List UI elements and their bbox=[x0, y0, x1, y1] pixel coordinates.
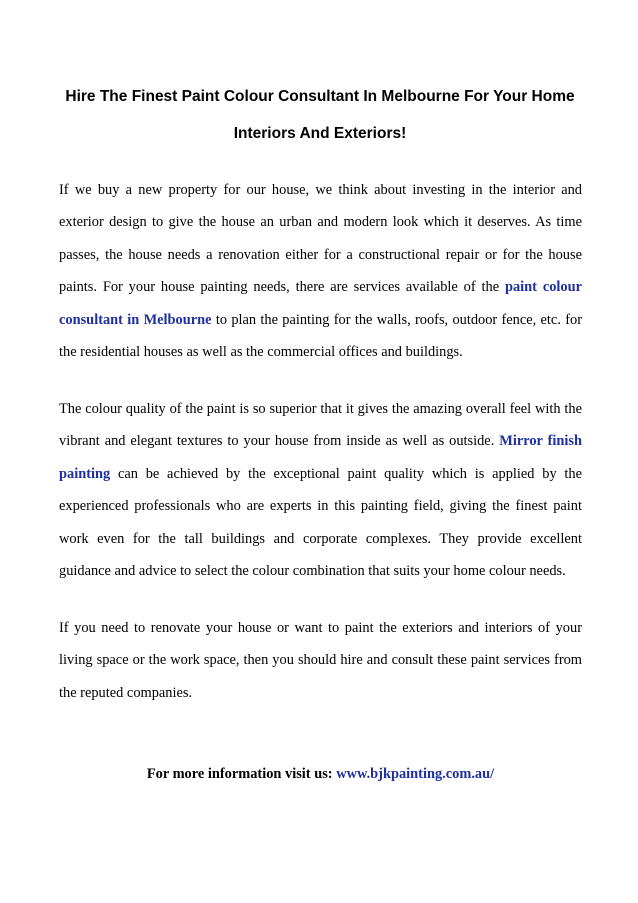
paragraph-intro-text-after: to plan the painting for the walls, roofs, outdoor fence, etc. for the residential houses as well as the commercial offices and buildings. bbox=[59, 311, 582, 361]
paragraph-quality bbox=[59, 393, 582, 587]
paragraph-intro bbox=[59, 174, 582, 368]
paragraph-intro-text-before: If we buy a new property for our house, we think about investing in the interior and exterior design to give the house an urban and modern look which it deserves. As time passes, the house needs a renovation either for a constructional repair or for the house paints. For your house painting needs, there are services available of the bbox=[59, 182, 582, 296]
website-link[interactable]: www.bjkpainting.com.au/ bbox=[336, 766, 495, 782]
footer-info bbox=[59, 762, 582, 786]
footer-label: For more information visit us: bbox=[146, 766, 337, 782]
mirror-finish-painting-link[interactable]: Mirror finish painting bbox=[59, 433, 582, 482]
paragraph-quality-text-after: can be achieved by the exceptional paint quality which is applied by the experienced professionals who are experts in this painting field, giving the finest paint work even for the tall buildings and corporate complexes. They provide excellent guidance and advice to select the colour combination that suits your home colour needs. bbox=[59, 465, 582, 580]
paint-colour-consultant-link[interactable]: paint colour consultant in Melbourne bbox=[59, 279, 582, 328]
paragraph-renovate: If you need to renovate your house or want to paint the exteriors and interiors of your living space or the work space, then you should hire and consult these paint services from the reputed companies. bbox=[59, 620, 582, 701]
document-title: Hire The Finest Paint Colour Consultant In Melbourne For Your Home Interiors And Exteriors! bbox=[65, 88, 575, 142]
paragraph-quality-text-before: The colour quality of the paint is so superior that it gives the amazing overall feel with the vibrant and elegant textures to your house from inside as well as outside. bbox=[59, 401, 582, 450]
